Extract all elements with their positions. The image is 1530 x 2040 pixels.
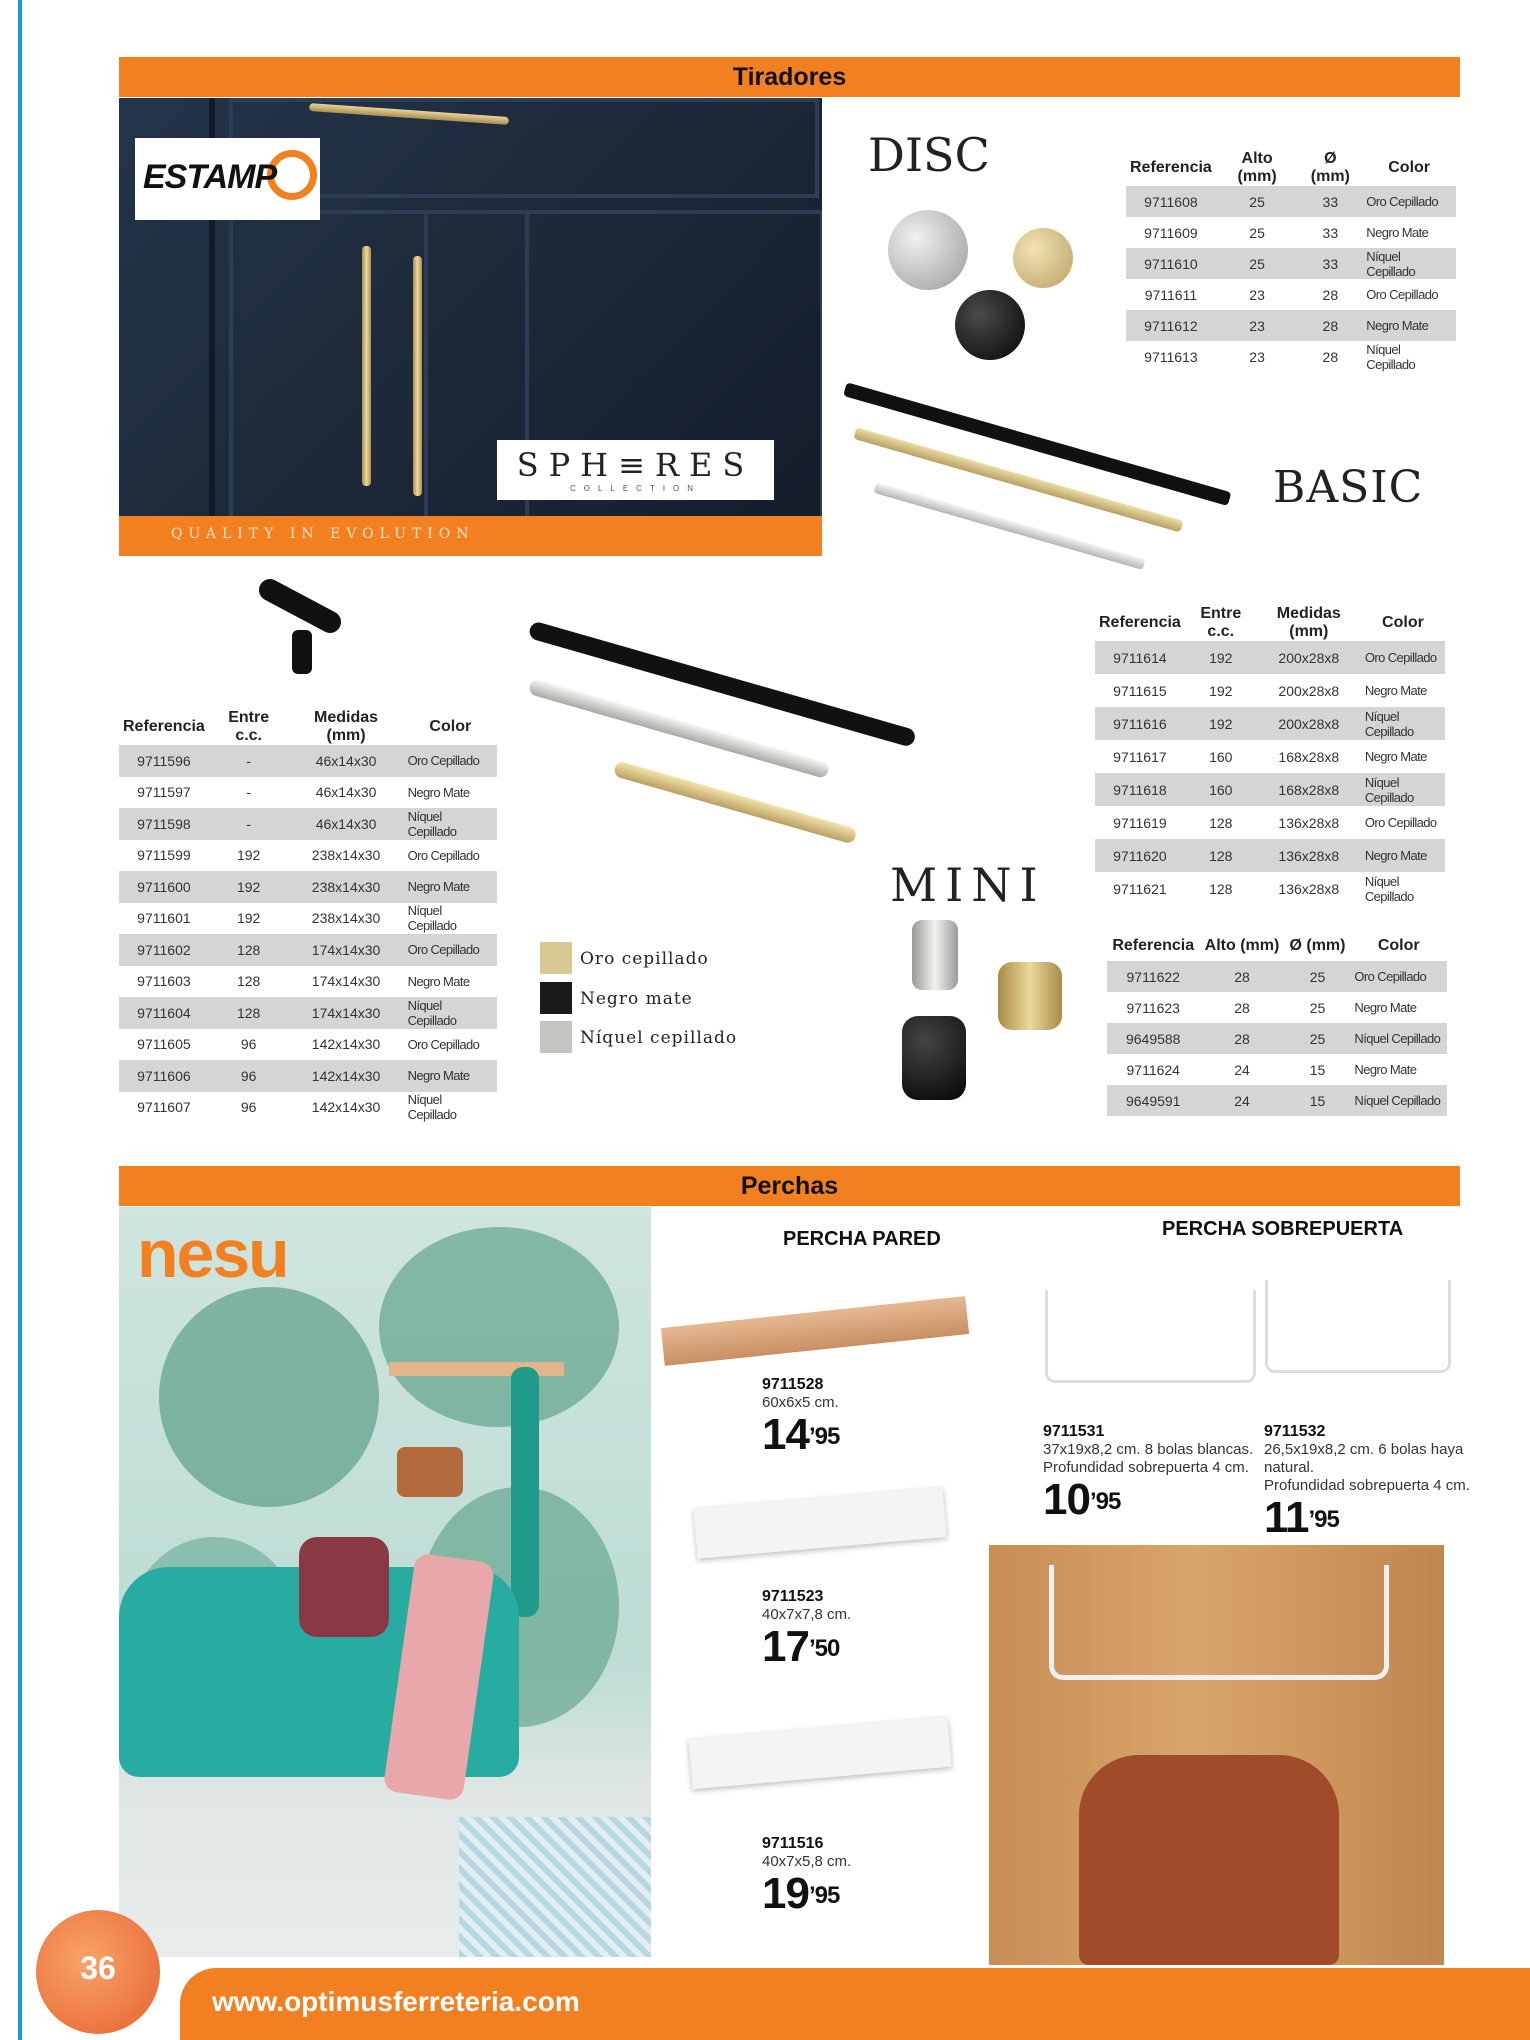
column-header: Ø (mm) (1289, 937, 1346, 954)
column-header: Referencia (123, 718, 205, 735)
product-price: $10^{’95}$ (1043, 1475, 1121, 1524)
column-header: Color (1377, 937, 1420, 954)
table-cell: 28 (1199, 1023, 1284, 1054)
table-cell: 200x28x8 (1257, 707, 1361, 740)
basic-table (1095, 605, 1445, 905)
product-desc-natural: natural. (1264, 1459, 1315, 1476)
table-cell: Negro Mate (1361, 839, 1445, 872)
table-cell: Oro Cepillado (404, 745, 497, 777)
column-header: Referencia (1130, 159, 1212, 176)
leaf-1 (159, 1287, 379, 1507)
product-ref: 9711532 (1264, 1423, 1326, 1440)
table-cell: 238x14x30 (311, 847, 381, 864)
spheres-table (119, 709, 497, 1123)
table-cell: 33 (1298, 248, 1362, 279)
percha-9711528 (762, 1376, 839, 1458)
table-row (119, 997, 497, 1029)
disc-knob-gold (1013, 228, 1073, 288)
spheres-table-header (119, 709, 497, 745)
table-cell: 9711623 (1126, 999, 1180, 1016)
spheres-t-knob-bar (255, 575, 345, 637)
product-ref: 9711516 (762, 1835, 824, 1852)
table-cell: 23 (1216, 310, 1299, 341)
column-header: Referencia (1099, 614, 1181, 631)
table-cell: 96 (209, 1060, 289, 1092)
product-ref: 9711523 (762, 1588, 824, 1605)
basic-table-header (1095, 605, 1445, 641)
table-cell: 192 (1185, 707, 1257, 740)
table-cell: 142x14x30 (289, 1060, 404, 1092)
mini-title: MINI (890, 858, 1046, 912)
percha-sobrepuerta-img-2 (1265, 1280, 1451, 1373)
table-cell: 23 (1249, 348, 1265, 365)
table-cell: Oro Cepillado (404, 934, 497, 966)
table-cell: 168x28x8 (1278, 748, 1340, 765)
table-row (1095, 740, 1445, 773)
table-row (119, 871, 497, 903)
table-cell: 136x28x8 (1278, 880, 1340, 897)
spheres-collection-label: COLLECTION (569, 484, 702, 493)
table-cell: 9711603 (137, 973, 191, 990)
percha-pared-img-3 (688, 1717, 951, 1789)
mini-knob-nickel (912, 920, 958, 990)
table-cell: Níquel Cepillado (1350, 1085, 1447, 1116)
table-cell: Negro Mate (1366, 225, 1429, 240)
footer-bar (180, 1968, 1530, 2040)
column-header: Medidas (mm) (314, 709, 379, 744)
table-cell: - (209, 745, 289, 777)
disc-knob-nickel (888, 210, 968, 290)
table-cell: 15 (1309, 1061, 1326, 1078)
table-cell: 46x14x30 (289, 808, 404, 840)
basic-handle-nickel (873, 482, 1145, 570)
table-cell: Níquel Cepillado (407, 1092, 457, 1123)
table-cell: 174x14x30 (311, 973, 381, 990)
disc-title: DISC (868, 128, 990, 182)
table-row (119, 777, 497, 809)
table-cell: Níquel Cepillado (1361, 773, 1445, 806)
table-row (119, 1060, 497, 1092)
table-cell: 23 (1249, 286, 1265, 303)
legend-swatch-niquel (540, 1021, 572, 1053)
percha-sobrepuerta-title: PERCHA SOBREPUERTA (1162, 1218, 1404, 1240)
table-cell: 9711601 (137, 910, 191, 927)
legend-swatch-oro (540, 942, 572, 974)
table-cell: Oro Cepillado (1364, 815, 1437, 830)
table-row (119, 1029, 497, 1061)
percha-pared-img-1 (661, 1296, 969, 1366)
table-cell: 136x28x8 (1278, 814, 1340, 831)
table-cell: 128 (209, 934, 289, 966)
table-cell: Negro Mate (404, 871, 497, 903)
table-cell: Negro Mate (407, 973, 470, 989)
table-row (1126, 186, 1456, 217)
spheres-t-knob-post (292, 630, 312, 674)
table-cell: 9711621 (1113, 880, 1167, 897)
table-cell: 96 (240, 1036, 257, 1053)
disc-knob-black (955, 290, 1025, 360)
footer-url[interactable]: www.optimusferreteria.com (212, 1986, 580, 2017)
table-cell: 128 (1209, 880, 1233, 897)
table-cell: 9711602 (119, 934, 209, 966)
disc-table-header (1126, 150, 1456, 186)
column-header: Entre c.c. (228, 709, 270, 744)
table-cell: 9711596 (119, 745, 209, 777)
table-cell: 128 (209, 997, 289, 1029)
spheres-handle-black (528, 620, 917, 748)
table-cell: Níquel Cepillado (407, 903, 457, 934)
spheres-tagline-bar (119, 516, 822, 556)
table-cell: 128 (1209, 814, 1233, 831)
table-cell: 25 (1216, 186, 1299, 217)
table-cell: 9711599 (137, 847, 191, 864)
table-cell: - (209, 808, 289, 840)
hanging-scarf (511, 1367, 539, 1617)
table-row (1095, 872, 1445, 905)
basic-handles-image (845, 362, 1235, 482)
table-cell: 25 (1285, 1023, 1351, 1054)
floor-rug (459, 1817, 651, 1957)
table-cell: Níquel Cepillado (1350, 1023, 1447, 1054)
mini-knob-black (902, 1016, 966, 1100)
table-cell: Negro Mate (1354, 1062, 1417, 1077)
table-cell: 9711606 (119, 1060, 209, 1092)
table-cell: 168x28x8 (1257, 773, 1361, 806)
table-cell: 200x28x8 (1257, 641, 1361, 674)
table-cell: Níquel Cepillado (404, 808, 497, 840)
nesu-logo: nesu (137, 1216, 288, 1292)
table-cell: 9711610 (1126, 248, 1216, 279)
table-cell: Oro Cepillado (1362, 186, 1456, 217)
table-cell: 15 (1285, 1085, 1351, 1116)
legend-label-oro: Oro cepillado (580, 949, 709, 969)
page-edge-line (18, 0, 22, 2040)
table-cell: 9711604 (119, 997, 209, 1029)
table-cell: 160 (1185, 773, 1257, 806)
table-cell: Negro Mate (1364, 749, 1427, 764)
percha-9711531 (1043, 1423, 1268, 1523)
table-cell: Níquel Cepillado (1362, 248, 1456, 279)
table-row (1107, 1085, 1447, 1116)
product-desc: 37x19x8,2 cm. 8 bolas blancas. (1043, 1441, 1254, 1458)
table-cell: Negro Mate (1354, 1000, 1417, 1015)
column-header: Entre c.c. (1200, 605, 1242, 640)
table-cell: Negro Mate (1364, 683, 1427, 698)
table-row (119, 840, 497, 872)
table-row (119, 966, 497, 998)
spheres-logo (497, 440, 774, 500)
basic-title: BASIC (1273, 462, 1424, 513)
table-row (1095, 773, 1445, 806)
table-cell: 9711597 (137, 784, 191, 801)
door-hanger-rack (1049, 1565, 1389, 1680)
table-cell: 9711612 (1126, 310, 1216, 341)
table-cell: 9711619 (1113, 814, 1167, 831)
percha-9711532 (1264, 1423, 1470, 1542)
table-cell: Oro Cepillado (1366, 287, 1438, 302)
product-desc: 60x6x5 cm. (762, 1394, 839, 1411)
product-ref: 9711531 (1043, 1423, 1105, 1440)
percha-9711516 (762, 1835, 851, 1917)
legend-label-negro: Negro mate (580, 989, 693, 1009)
column-header: Color (1382, 614, 1424, 631)
table-cell: 9711611 (1144, 286, 1198, 303)
table-cell: 200x28x8 (1278, 682, 1340, 699)
table-row (1095, 707, 1445, 740)
table-cell: 128 (1185, 839, 1257, 872)
table-cell: 9711614 (1095, 641, 1185, 674)
table-cell: 9711600 (119, 871, 209, 903)
table-cell: 9711615 (1113, 682, 1167, 699)
table-cell: 192 (209, 871, 289, 903)
table-cell: 9711609 (1144, 224, 1198, 241)
table-cell: 142x14x30 (311, 1036, 381, 1053)
table-row (119, 1092, 497, 1124)
table-cell: Oro Cepillado (407, 847, 480, 863)
table-cell: 25 (1285, 961, 1351, 992)
table-cell: 24 (1199, 1085, 1284, 1116)
basic-table-body (1095, 641, 1445, 905)
mini-table-body (1107, 961, 1447, 1116)
gold-handle-vertical-1 (362, 246, 371, 486)
estamp-logo (135, 138, 320, 220)
table-cell: 128 (236, 973, 261, 990)
leaf-2 (379, 1227, 619, 1427)
product-price: $14^{’95}$ (762, 1410, 840, 1459)
nesu-lifestyle-photo (119, 1207, 651, 1957)
table-row (1107, 961, 1447, 992)
table-cell: 46x14x30 (289, 745, 404, 777)
table-cell: 192 (236, 910, 261, 927)
table-cell: 9711618 (1095, 773, 1185, 806)
table-cell: 238x14x30 (311, 910, 381, 927)
table-cell: Oro Cepillado (1350, 961, 1447, 992)
table-row (1126, 310, 1456, 341)
table-cell: 46x14x30 (315, 784, 377, 801)
table-row (1095, 806, 1445, 839)
spheres-handles-image (525, 600, 945, 900)
column-header: Ø (mm) (1310, 150, 1350, 185)
table-cell: 9711613 (1144, 348, 1198, 365)
table-cell: Níquel Cepillado (1364, 873, 1414, 904)
product-desc: 40x7x7,8 cm. (762, 1606, 852, 1623)
table-row (119, 808, 497, 840)
table-cell: 9649591 (1107, 1085, 1199, 1116)
table-cell: Negro Mate (404, 1060, 497, 1092)
spheres-hero-photo (119, 98, 822, 516)
section-banner-perchas: Perchas (119, 1166, 1460, 1206)
table-cell: 9649588 (1107, 1023, 1199, 1054)
table-row (1107, 1054, 1447, 1085)
legend-label-niquel: Níquel cepillado (580, 1028, 738, 1048)
product-price: $17^{’50}$ (762, 1622, 840, 1671)
table-cell: 9711598 (119, 808, 209, 840)
estamp-wordmark: ESTAMP (143, 158, 277, 196)
product-price: $19^{’95}$ (762, 1869, 840, 1918)
table-row (1107, 992, 1447, 1023)
hanging-handbag (1079, 1755, 1339, 1965)
product-desc-depth: Profundidad sobrepuerta 4 cm. (1264, 1477, 1470, 1494)
table-row (119, 903, 497, 935)
column-header: Color (1388, 159, 1431, 176)
table-cell: 33 (1298, 186, 1362, 217)
percha-pared-img-2 (693, 1487, 946, 1559)
table-cell: 96 (240, 1099, 257, 1116)
table-cell: 28 (1298, 310, 1362, 341)
table-cell: 9711617 (1113, 748, 1167, 765)
table-row (119, 745, 497, 777)
table-cell: 25 (1249, 224, 1265, 241)
table-cell: Negro Mate (1362, 310, 1456, 341)
section-banner-tiradores: Tiradores (119, 57, 1460, 97)
table-cell: Níquel Cepillado (1361, 707, 1445, 740)
table-cell: 28 (1234, 999, 1250, 1016)
percha-sobrepuerta-img-1 (1045, 1290, 1256, 1383)
table-cell: Negro Mate (407, 784, 470, 800)
mini-knob-gold (998, 962, 1062, 1030)
column-header: Medidas (mm) (1276, 605, 1341, 640)
table-cell: 160 (1209, 748, 1233, 765)
column-header: Alto (mm) (1237, 150, 1277, 185)
table-cell: 28 (1322, 286, 1339, 303)
table-cell: 238x14x30 (289, 871, 404, 903)
column-header: Color (429, 718, 472, 735)
table-cell: 142x14x30 (311, 1099, 381, 1116)
page-number-circle (36, 1910, 160, 2034)
table-cell: 9711607 (137, 1099, 191, 1116)
column-header: Referencia (1112, 937, 1195, 954)
table-row (1126, 248, 1456, 279)
door-hanger-photo (989, 1545, 1444, 1965)
table-cell: 28 (1322, 348, 1339, 365)
disc-table-body (1126, 186, 1456, 372)
table-cell: 9711622 (1107, 961, 1199, 992)
spheres-table-body (119, 745, 497, 1123)
table-row (1126, 279, 1456, 310)
table-cell: 28 (1199, 961, 1284, 992)
table-cell: 25 (1216, 248, 1299, 279)
percha-pared-title: PERCHA PARED (783, 1228, 941, 1250)
table-cell: 192 (236, 847, 261, 864)
spheres-tagline: QUALITY IN EVOLUTION (171, 526, 475, 542)
product-desc-depth: Profundidad sobrepuerta 4 cm. (1043, 1459, 1249, 1476)
table-cell: 136x28x8 (1257, 839, 1361, 872)
hanging-bag (397, 1447, 463, 1497)
table-cell: 24 (1234, 1061, 1250, 1078)
table-cell: 25 (1309, 999, 1326, 1016)
column-header: Alto (mm) (1204, 937, 1280, 954)
product-ref: 9711528 (762, 1376, 824, 1393)
table-row (1095, 641, 1445, 674)
table-row (1095, 839, 1445, 872)
table-cell: - (246, 784, 251, 801)
spheres-wordmark: SPH≡RES (516, 446, 755, 484)
product-desc: 26,5x19x8,2 cm. 6 bolas haya (1264, 1441, 1464, 1458)
table-cell: 33 (1322, 224, 1339, 241)
sofa-cushion (299, 1537, 389, 1637)
table-cell: 174x14x30 (289, 997, 404, 1029)
product-desc: 40x7x5,8 cm. (762, 1853, 852, 1870)
mini-table-header (1107, 931, 1447, 961)
percha-9711523 (762, 1588, 851, 1670)
disc-table (1126, 150, 1456, 372)
legend-swatch-negro (540, 982, 572, 1014)
table-cell: 9711624 (1126, 1061, 1180, 1078)
table-cell: Oro Cepillado (407, 1036, 480, 1052)
table-cell: 9711620 (1095, 839, 1185, 872)
table-row (1095, 674, 1445, 707)
table-cell: 174x14x30 (289, 934, 404, 966)
gold-handle-vertical-2 (413, 256, 422, 496)
table-cell: 192 (1185, 641, 1257, 674)
mini-table (1107, 931, 1447, 1116)
table-cell: Níquel Cepillado (404, 997, 497, 1029)
table-row (1107, 1023, 1447, 1054)
table-cell: 9711608 (1126, 186, 1216, 217)
table-row (119, 934, 497, 966)
table-cell: 192 (1209, 682, 1233, 699)
table-cell: 9711605 (137, 1036, 191, 1053)
page-number: 36 (80, 1950, 116, 1986)
table-cell: Níquel Cepillado (1366, 341, 1416, 372)
table-cell: Oro Cepillado (1361, 641, 1445, 674)
product-price: $11^{’95}$ (1264, 1493, 1339, 1542)
table-row (1126, 217, 1456, 248)
table-cell: 9711616 (1095, 707, 1185, 740)
